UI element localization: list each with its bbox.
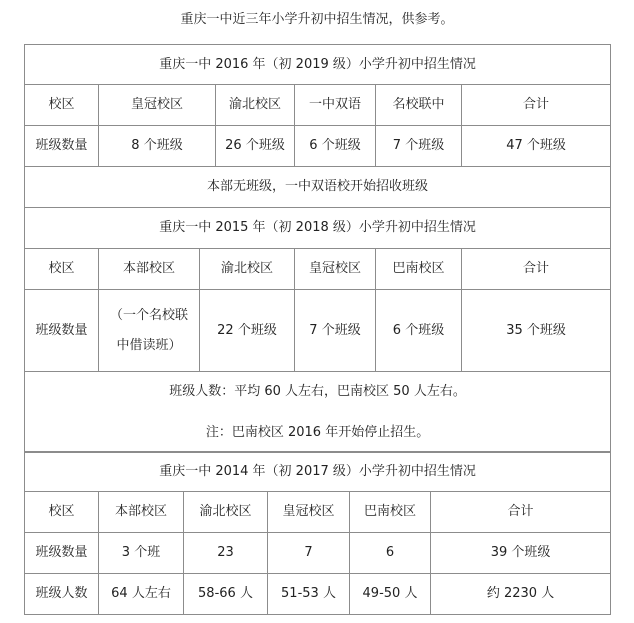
note-class-size: 班级人数：平均 60 人左右，巴南校区 50 人左右。	[169, 383, 466, 399]
data-cell: 35 个班级	[462, 290, 611, 372]
header-cell: 合计	[462, 249, 611, 290]
header-cell: 校区	[25, 492, 99, 533]
data-cell: 7 个班级	[295, 290, 376, 372]
data-cell: 23	[184, 533, 268, 574]
data-cell: 3 个班	[99, 533, 184, 574]
header-cell: 皇冠校区	[99, 85, 216, 126]
data-cell: 7	[268, 533, 350, 574]
data-cell: 64 人左右	[99, 574, 184, 615]
note-banan-stop: 注：巴南校区 2016 年开始停止招生。	[205, 424, 430, 440]
table-row	[25, 574, 611, 615]
note-2016: 本部无班级，一中双语校开始招收班级	[25, 167, 611, 208]
header-cell: 校区	[25, 249, 99, 290]
header-cell: 渝北校区	[184, 492, 268, 533]
header-cell: 本部校区	[99, 249, 200, 290]
data-cell: 班级数量	[25, 290, 99, 372]
table-row	[25, 126, 611, 167]
data-cell: 39 个班级	[431, 533, 611, 574]
header-cell: 校区	[25, 85, 99, 126]
header-cell: 合计	[431, 492, 611, 533]
header-cell: 合计	[462, 85, 611, 126]
title-2015: 重庆一中 2015 年（初 2018 级）小学升初中招生情况	[25, 208, 611, 249]
data-cell: 班级人数	[25, 574, 99, 615]
table-2016	[24, 44, 611, 208]
notes-2015	[25, 372, 611, 453]
header-cell: 皇冠校区	[295, 249, 376, 290]
data-cell: 6	[350, 533, 431, 574]
data-cell: 51-53 人	[268, 574, 350, 615]
title-2014: 重庆一中 2014 年（初 2017 级）小学升初中招生情况	[25, 452, 611, 492]
data-cell: （一个名校联中借读班）	[99, 290, 200, 372]
header-cell: 皇冠校区	[268, 492, 350, 533]
data-cell: 约 2230 人	[431, 574, 611, 615]
data-cell: 班级数量	[25, 533, 99, 574]
header-cell: 本部校区	[99, 492, 184, 533]
table-2014	[24, 451, 611, 615]
data-cell: 58-66 人	[184, 574, 268, 615]
header-cell: 巴南校区	[376, 249, 462, 290]
table-row	[25, 533, 611, 574]
intro-text: 重庆一中近三年小学升初中招生情况，供参考。	[180, 12, 454, 27]
header-cell: 一中双语	[295, 85, 376, 126]
data-cell: 49-50 人	[350, 574, 431, 615]
data-cell: 7 个班级	[376, 126, 462, 167]
table-row	[25, 85, 611, 126]
data-cell: 班级数量	[25, 126, 99, 167]
table-row	[25, 492, 611, 533]
data-cell: 6 个班级	[295, 126, 376, 167]
data-cell: 47 个班级	[462, 126, 611, 167]
data-cell: 26 个班级	[216, 126, 295, 167]
data-cell: 6 个班级	[376, 290, 462, 372]
header-cell: 渝北校区	[216, 85, 295, 126]
header-cell: 名校联中	[376, 85, 462, 126]
header-cell: 渝北校区	[200, 249, 295, 290]
data-cell: 8 个班级	[99, 126, 216, 167]
header-cell: 巴南校区	[350, 492, 431, 533]
data-cell: 22 个班级	[200, 290, 295, 372]
table-2015	[24, 207, 611, 453]
title-2016: 重庆一中 2016 年（初 2019 级）小学升初中招生情况	[25, 45, 611, 85]
table-row	[25, 249, 611, 290]
table-row	[25, 290, 611, 372]
